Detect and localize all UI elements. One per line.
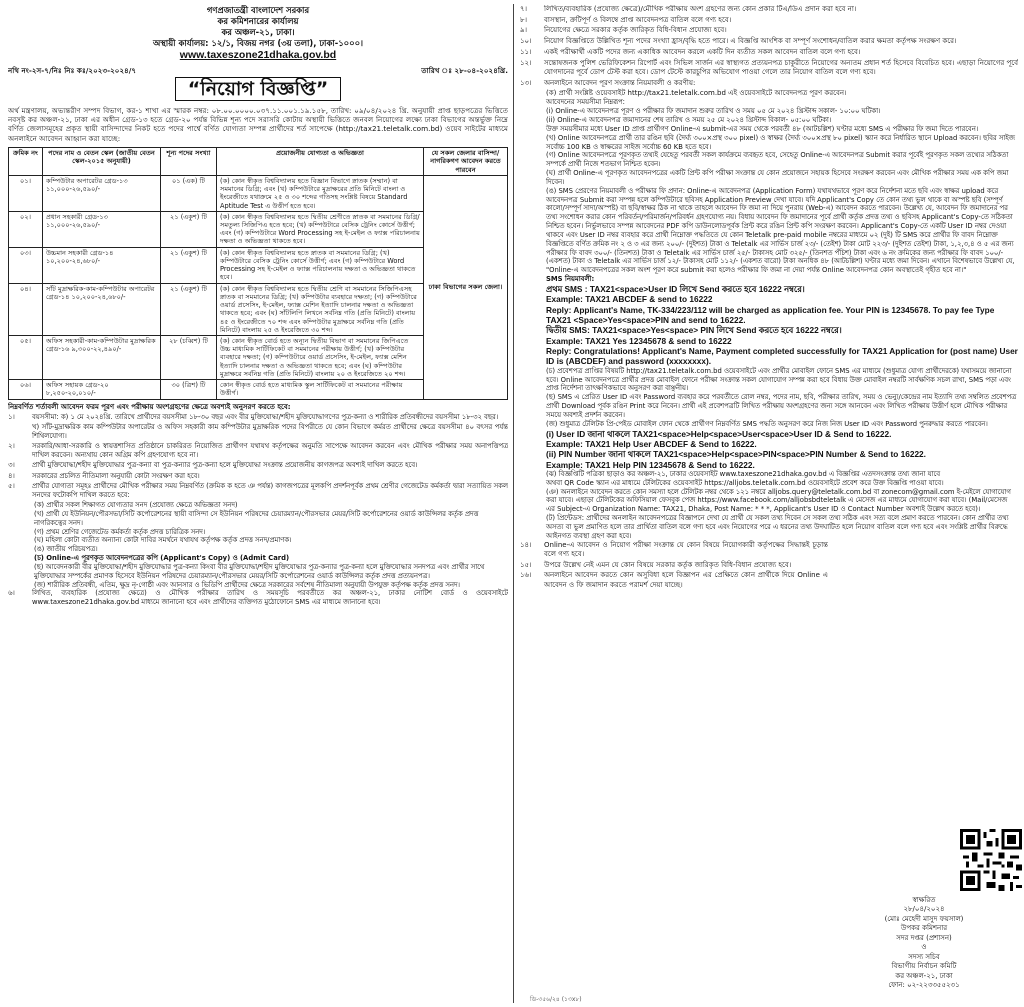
right-column [520, 5, 1018, 1003]
bottom-item: (ঝ) বিজ্ঞপ্তিটি পত্রিকা ছাড়াও কর অঞ্চল-২১, ঢাকার ওয়েবসাইট www.taxeszone21dhaka.gov.bd এ বিজ্ঞপ্তির এতদসংক্রান্ত তথ্য জানা যাবে অথবা QR Code স্ক্যান এর মাধ্যমে টেলিটকের ওয়েবসাইট https://alljobs.teletalk.com.bd ওয়েবসাইটে প্রবেশ করে উক্ত বিজ্ঞপ্তি পাওয়া যাবে। [546, 469, 944, 487]
sms-second-example: Example: TAX21 Yes 12345678 & send to 16222 [546, 335, 732, 346]
cell-qualification: কোন স্বীকৃত বোর্ড হতে মাধ্যমিক স্কুল সার্টিফিকেট বা সমমানের পরীক্ষায় উত্তীর্ণ। [217, 380, 424, 399]
online-item: (ঙ) SMS প্রেরণের নিয়মাবলী ও পরীক্ষার ফি প্রদান: Online-এ আবেদনপত্র (Application Form) যথাযথভাবে পূরণ করে নির্দেশনা মতে ছবি এবং স্বাক্ষর upload করে আবেদনপত্র Submit করা সম্পন্ন হলে কম্পিউটারে ছবিসহ Application Preview দেখা যাবে। যদি Applicant's Copy তে কোন তথ্য ভুল থাকে বা অস্পষ্ট ছবি (সম্পূর্ণ কালো/সম্পূর্ণ সাদা/অস্পষ্ট) বা ছবি/স্বাক্ষর ঠিক না থাকে তাহলে আবেদন ফি জমা না দিয়ে পুনরায় (Web-এ) আবেদন করতে পারবেন। উল্লেখ্য যে, আবেদন ফি জমাদানের পর তথ্য সংশোধন করার কোন পরিবর্তন/পরিমার্জন/পরিবর্ধন গ্রহণযোগ্য নয়। বিধায় আবেদন ফি জমাদানের পূর্বে প্রার্থী কর্তৃক প্রদত্ত তথ্য ও ছবিসহ Applicant's Copy-তে সঠিকতা নিশ্চিত হবেন। নির্ভুলভাবে সম্পন্ন আবেদনের PDF কপি ডাউনলোডপূর্বক প্রিন্ট করে রঙিন প্রিন্ট কপি সংরক্ষণ করবেন। Applicant's Copy-তে একটি User ID নম্বর দেওয়া থাকবে এবং User ID নম্বর ব্যবহার করে প্রার্থী নিম্নোক্ত পদ্ধতিতে যে কোন Teletalk pre-paid mobile নম্বরের মাধ্যমে ০২ (দুই) টি SMS করে প্রার্থীর ফি বাবদ নিম্নোক্ত বিজ্ঞপ্তিতে বর্ণিত ক্রমিক নং ২ ও ৩ এর জন্য ২০০/- (দুইশত) টাকা ও Teletalk এর সার্ভিস চার্জ ২৩/- (তেইশ) টাকা মোট ২২৩/- (দুইশত তেইশ) টাকা, ১,২,৩,৪ ও ৫ এর জন্য পরীক্ষার ফি বাবদ ৩০০/- (তিনশত) টাকা ও Teletalk এর সার্ভিস চার্জ ২৫/- টাকাসহ মোট ৩২৫/- (তিনশত পঁচিশ) টাকা এবং ৬ নং ক্রমিকের জন্য পরীক্ষার ফি বাবদ ১০০/- (একশত) টাকা ও Teletalk এর সার্ভিস চার্জ ১২/- টাকাসহ মোট ১১২/- (একশত বারো) টাকা অনধিক ৪৮ (আটচল্লিশ) ঘণ্টার মধ্যে জমা দিবেন। এখানে বিশেষভাবে উল্লেখ্য যে, "Online-এ আবেদনপত্রের সকল অংশ পূরণ করে submit করা হলেও পরীক্ষার ফি জমা না দেয়া পর্যন্ত Online আবেদনপত্র কোন অবস্থাতেই গৃহীত হবে না।" [546, 186, 1015, 275]
th-serial: ক্রমিক নং [9, 148, 43, 176]
memo-number: নথি নং-২স-৭/নিঃ নিঃ কঃ/২০২৩-২০২৪/৭ [8, 66, 137, 76]
instruction-item: ৭। লিখিত/ব্যবহারিক (প্রযোজ্য ক্ষেত্রে)/মৌখিক পরীক্ষায় অংশ গ্রহণের জন্য কোন প্রকার টিএ/ডিএ প্রদান করা হবে না। [520, 5, 857, 13]
cell-count: ৩০ (ত্রিশ) টি [161, 380, 217, 399]
header-website[interactable]: www.taxeszone21dhaka.gov.bd [179, 48, 337, 61]
condition-item: ৪। সরকারের প্রচলিত নীতিমালা অনুযায়ী কোটা সংরক্ষণ করা হবে। [8, 471, 200, 480]
instructions-list [520, 5, 1018, 88]
final-item: ১৫। উপরে উল্লেখ নেই এমন যে কোন বিষয়ে সরকার কর্তৃক জারিকৃত বিধি-বিধান প্রযোজ্য হবে। [520, 560, 792, 569]
instruction-item: ১১। একই পরীক্ষার্থী একটি পদের জন্য একাধিক আবেদন করলে একটি দিন ব্যতীত সকল আবেদন বাতিল বলে গণ্য হবে। [520, 47, 861, 56]
sms-first-label: প্রথম SMS : TAX21<space>User ID লিখে Send করতে হবে 16222 নম্বরে। [546, 283, 805, 294]
th-count: শূন্য পদের সংখ্যা [161, 148, 217, 176]
documents-list [8, 501, 508, 589]
th-qualification: প্রয়োজনীয় যোগ্যতা ও অভিজ্ঞতা [217, 148, 424, 176]
instruction-item: ১২। সন্তোষজনক পুলিশ ভেরিফিকেশন রিপোর্ট এবং সিভিল সার্জন এর স্বাস্থ্যগত প্রত্যয়নপত্র চাকুরীতে নিয়োগের অন্যতম প্রধান শর্ত হিসেবে বিবেচিত হবে। এছাড়া নিয়োগের পূর্বে যোগদানের পূর্বে ডোপ টেস্ট করা হবে। ডোপ টেস্টে কারচুপির অভিযোগ পাওয়া গেলে তার নিয়োগ বাতিল বলে গণ্য হবে। [520, 58, 1018, 76]
cell-post: সাঁট মুদ্রাক্ষরিক-কাম-কম্পিউটার অপারেটর গ্রেড-১৪ ১০,২০০-২৪,৬৮০/- [43, 283, 161, 335]
left-column [8, 5, 508, 1003]
cell-post: কম্পিউটার অপারেটর গ্রেড-১৩ ১১,০০০-২৬,৫৯০/- [43, 175, 161, 211]
cell-serial: ০২। [9, 211, 43, 247]
instruction-item: ১০। নিয়োগ বিজ্ঞপ্তিতে উল্লিখিত শূন্য পদের সংখ্যা হ্রাস/বৃদ্ধি হতে পারে। এ বিজ্ঞপ্তি আংশিক বা সম্পূর্ণ সংশোধন/বাতিল করার ক্ষমতা কর্তৃপক্ষ সংরক্ষণ করে। [520, 37, 957, 46]
th-post: পদের নাম ও বেতন স্কেল (জাতীয় বেতন স্কেল-২০১৫ অনুযায়ী) [43, 148, 161, 176]
signature-block [834, 896, 1014, 990]
header-line-2: কর কমিশনারের কার্যালয় [217, 15, 299, 26]
schedule-title: আবেদনের সময়সীমা নিম্নরূপ: [546, 98, 625, 107]
recover-user-id-example: Example: TAX21 Help User ABCDEF & Send to 16222. [546, 438, 757, 449]
schedule-item: (i) Online-এ আবেদনপত্র পূরণ ও পরীক্ষার ফি জমাদান শুরুর তারিখ ও সময় ০৫ মে ২০২৪ খ্রিস্টাব্দ সকাল- ১০:০০ ঘটিকা। [546, 107, 881, 116]
signatory-section: সদর দপ্তর (প্রশাসন) [896, 933, 952, 942]
sms-second-label: দ্বিতীয় SMS: TAX21<space>Yes<space> PIN লিখে Send করতে হবে 16222 নম্বরে। [546, 325, 842, 336]
instruction-item: ৮। বাসস্থান, ক্রটিপূর্ণ ও বিলম্বে প্রাপ্ত আবেদনপত্র বাতিল বলে গণ্য হবে। [520, 15, 732, 24]
document-item: (ঙ) জাতীয় পরিচয়পত্র। [34, 545, 98, 554]
condition-item: ৫। প্রার্থীর যোগ্যতা সমূহঃ প্রার্থীদের মৌখিক পরীক্ষার সময় নিম্নবর্ণিত (ক্রমিক ক হতে ঞ পর্যন্ত) কাগজপত্রের মূলকপি প্রদর্শনপূর্বক প্রথম শ্রেণীর গেজেটেড কর্মকর্তা দ্বারা সত্যায়িত সকল সনদের ফটোকপি দাখিল করতে হবে: [8, 481, 508, 499]
schedule-item: (ii) Online-এ আবেদনপত্র জমাদানের শেষ তারিখ ও সময় ২৫ মে ২০২৪ খ্রিস্টাব্দ বিকাল- ০৫:০০ ঘটিকা। [546, 116, 832, 125]
cell-post: উচ্চমান সহকারী গ্রেড-১৪ ১০,২০০-২৪,৬৮০/- [43, 247, 161, 283]
conditions-list-tail [8, 589, 508, 607]
online-item: (খ) Online আবেদনপত্রে প্রার্থী তার রঙিন ছবি (দৈর্ঘ্য ৩০০×প্রস্থ ৩০০ pixel) ও স্বাক্ষর (দৈর্ঘ্য ৩০০×প্রস্থ ৮০ pixel) স্ক্যান করে নির্ধারিত স্থানে Upload করবেন। ছবির সাইজ সর্বোচ্চ 100 KB ও স্বাক্ষরের সাইজ সর্বোচ্চ 60 KB হতে হবে। [546, 133, 1015, 151]
conditions-title: নিম্নবর্ণিত শর্তাবলী আবেদন ফরম পূরণ এবং পরীক্ষায় অংশগ্রহণের ক্ষেত্রে অবশ্যই অনুসরণ করতে হবে: [8, 402, 291, 411]
sms-first-example: Example: TAX21 ABCDEF & send to 16222 [546, 294, 713, 305]
office-header [8, 5, 508, 62]
final-list [520, 541, 1018, 590]
cell-serial: ০১। [9, 175, 43, 211]
table-row [9, 175, 508, 211]
notice-title [8, 77, 508, 101]
cell-serial: ০৬। [9, 380, 43, 399]
signatory-phone: ফোন: ০২-২২৩৩৫৫২৩১ [888, 980, 960, 989]
recover-pin-example: Example: TAX21 Help PIN 12345678 & Send to 16222. [546, 459, 755, 470]
memo-row [8, 66, 508, 75]
condition-item: ৩। প্রার্থী মুক্তিযোদ্ধা/শহীদ মুক্তিযোদ্ধার পুত্র-কন্যা বা পুত্র-কন্যার পুত্র-কন্যা হলে মুক্তিযোদ্ধা সংক্রান্ত প্রয়োজনীয় কাগজপত্র অবশ্যই দাখিল করতে হবে। [8, 461, 418, 470]
cell-district: ঢাকা বিভাগের সকল জেলা। [424, 175, 508, 399]
cell-qualification: (ক) কোন স্বীকৃত বোর্ড হতে অন্যূন দ্বিতীয় বিভাগ বা সমমানের জিপিএতে উচ্চ মাধ্যমিক সার্টিফিকেট বা সমমানের পরীক্ষায় উত্তীর্ণ; (খ) কম্পিউটার ব্যবহারে দক্ষতা; (গ) কম্পিউটারে ওয়ার্ড প্রসেসিং, ই-মেইল, ফ্যাক্স মেশিন ইত্যাদি চালনার দক্ষতা ও অভিজ্ঞতা থাকতে হবে; এবং (ঘ) কম্পিউটার মুদ্রাক্ষরে সর্বনিম্ন গতি (প্রতি মিনিটে) বাংলায় ২০ ও ইংরেজিতে ২০ শব্দ। [217, 336, 424, 380]
online-item: (গ) Online আবেদনপত্রে পূরণকৃত তথ্যই যেহেতু পরবর্তী সকল কার্যক্রমে ব্যবহৃত হবে, সেহেতু Online-এ আবেদনপত্র Submit করার পূর্বেই পূরণকৃত সকল তথ্যের সঠিকতা সম্পর্কে প্রার্থী নিজে শতভাগ নিশ্চিত হবেন। [546, 151, 1009, 169]
cell-count: ২৮ (চব্বিশ) টি [161, 336, 217, 380]
condition-item: ১। বয়সসীমা: ক) ১ মে ২০২৪খ্রি. তারিখে প্রার্থীদের বয়সসীমা ১৮-৩০ বছর এবং বীর মুক্তিযোদ্ধা/শহীদ মুক্তিযোদ্ধাগণের পুত্র-কন্যা ও শারীরিক প্রতিবন্ধীদের বয়সসীমা ১৮-৩২ বছর। [8, 412, 499, 421]
document-item: (ঘ) মহিলা কোটা ব্যতীত অন্যান্য কোটা দাবির সমর্থনে যথাযথ কর্তৃপক্ষ কর্তৃক প্রদত্ত সনদ/প্রমাণক। [34, 536, 292, 545]
memo-date: তারিখ ঃ ২৮-০৪-২০২৪খ্রি. [421, 66, 508, 76]
final-item: ১৬। অনলাইনে আবেদন করতে কোন অসুবিধা হলে বিজ্ঞাপন এর প্রেক্ষিতে কোন প্রার্থীকে দিয়ে Online এ আবেদন ও ফি জমাদান করতে পরামর্শ দেয়া যাচ্ছে। [520, 571, 828, 589]
sms-rules-title: SMS নিয়মাবলী: [546, 275, 595, 284]
bottom-item: (ট) প্রিন্টেডস: প্রার্থীদের অনলাইন আবেদনপত্রের বিজ্ঞাপনে দেখা যে প্রার্থী যে সকল তথ্য দিবেন সে সকল তথ্য সঠিক এবং সত্য বলে প্রমাণ করতে পারবেন। কোন প্রার্থীর তথ্য অসত্য বা ভুল প্রমাণিত হলে তার প্রার্থিতা বাতিল বলে গণ্য হবে এবং নিয়োগের পরে এ ধরনের তথ্য উদঘাটিত হলে নিয়োগ বাতিল বলে গণ্য হবে এবং সংশ্লিষ্ট প্রার্থীর বিরুদ্ধে আইনগত ব্যবস্থা গ্রহণ করা হবে। [546, 514, 1009, 540]
recover-pin: (ii) PIN Number জানা থাকলে TAX21<space>Help<space>PIN<space>PIN Number & Send to 16222. [546, 449, 926, 460]
online-link-line[interactable]: (ক) প্রার্থী সংশ্লিষ্ট ওয়েবসাইট http://tax21.teletalk.com.bd এই ওয়েবসাইটে আবেদনপত্র পূরণ করবেন। [546, 89, 847, 98]
signatory-role-1: সদস্য সচিব [908, 952, 940, 961]
final-item: ১৪। Online-এ আবেদন ও নিয়োগ পরীক্ষা সংক্রান্ত যে কোন বিষয়ে নিয়োগকারী কর্তৃপক্ষের সিদ্ধান্তই চূড়ান্ত বলে গণ্য হবে। [520, 540, 828, 558]
header-line-1: গণপ্রজাতন্ত্রী বাংলাদেশ সরকার [206, 5, 310, 15]
condition-item: ৬। লিখিত, ব্যবহারিক (প্রযোজ্য ক্ষেত্রে) ও মৌখিক পরীক্ষার তারিখ ও সময়সূচি পরবর্তীতে কর অঞ্চল-২১, ঢাকার নোটিশ বোর্ড ও ওয়েবসাইটে www.taxeszone21dhaka.gov.bd মাধ্যমে জানানো হবে এবং প্রার্থীদের ব্যক্তিগত মুঠোফোনে SMS এর মাধ্যমে জানানো হবে। [8, 589, 508, 607]
signatory-designation: উপকর কমিশনার [900, 924, 948, 933]
after-sms-item: (চ) প্রবেশপত্র প্রাপ্তির বিষয়টি http://tax21.teletalk.com.bd ওয়েবসাইটে এবং প্রার্থীর মোবাইল ফোনে SMS এর মাধ্যমে (শুধুমাত্র যোগ্য প্রার্থীদেরকে) যথাসময়ে জানানো হবে। Online আবেদনপত্রে প্রার্থীর প্রদত্ত মোবাইল ফোনে পরীক্ষা সংক্রান্ত সকল যোগাযোগ সম্পন্ন করা হবে বিধায় উক্ত মোবাইল নম্বরটি সার্বক্ষণিক সচল রাখা, SMS পড়া এবং প্রাপ্ত নির্দেশনা তাৎক্ষণিকভাবে অনুসরণ করা বাঞ্ছনীয়। [546, 366, 1012, 393]
cell-qualification: (ক) কোন স্বীকৃত বিশ্ববিদ্যালয় হতে বিজ্ঞান বিভাগে স্নাতক (সম্মান) বা সমমানের ডিগ্রি; এবং (খ) কম্পিউটারে মুদ্রাক্ষরের প্রতি মিনিটে বাংলা ও ইংরেজীতে যথাক্রমে ২৫ ও ৩০ শব্দের গতিসহ সংশ্লিষ্ট বিষয়ে Standard Aptitude Test এ উত্তীর্ণ হতে হবে। [217, 175, 424, 211]
qr-code-icon[interactable] [960, 829, 1022, 891]
sms-second-reply: Reply: Congratulations! Applicant's Name, Payment completed successfully for TAX21 Application for (post name) User ID is (ABCDEF) and password (xxxxxxxx). [546, 346, 1018, 367]
document-item: (গ) প্রথম শ্রেণির গেজেটেড কর্মকর্তা কর্তৃক প্রদত্ত চারিত্রিক সনদ। [34, 527, 206, 536]
online-item: (ঘ) প্রার্থী Online-এ পূরণকৃত আবেদনপত্রের একটি প্রিন্ট কপি পরীক্ষা সংক্রান্ত যে কোন প্রয়োজনে সহায়ক হিসেবে সংরক্ষণ করবেন এবং মৌখিক পরীক্ষার সময় এক কপি জমা দিবেন। [546, 169, 1009, 186]
cell-count: ২১ (একুশ) টি [161, 211, 217, 247]
vacancy-table [8, 147, 508, 400]
cell-serial: ০৪। [9, 283, 43, 335]
signature-date: ২৮/০৪/২০২৪ [903, 905, 945, 914]
condition-item: খ) সাঁট-মুদ্রাক্ষরিক কাম কম্পিউটার অপারেটর ও অফিস সহকারী কাম কম্পিউটার মুদ্রাক্ষরিক পদের বিপরীতে যে কোন বিভাগে কর্মরত প্রার্থীদের ক্ষেত্রে বয়সসীমা ৪০ বৎসর পর্যন্ত শিথিলযোগ্য। [32, 422, 508, 440]
conditions-list [8, 413, 508, 500]
signatory-name: (মোঃ মেহেদী মাসুদ ফয়সাল) [884, 914, 964, 923]
footer-code: ডি-৩৫৬/২৪ (১৩x৮) [530, 996, 582, 1004]
bottom-item: (ঞ) অনলাইনে আবেদন করতে কোন সমস্যা হলে টেলিটক নম্বর থেকে ১২১ নম্বরে alljobs.query@teletalk.com.bd বা zonecom@gmail.com ই-মেইলে যোগাযোগ করা যাবে। এছাড়া টেলিটকের অফিসিয়াল ফেসবুক পেজ https://www.facebook.com/alljobsbdteletalk এ মেসেজ এর মাধ্যমে যোগাযোগ করা যাবে। (Mail/মেসেজ এর Subject-এ Organization Name: TAX21, Dhaka, Post Name: * * *, Applicant's User ID ও Contact Number অবশ্যই উল্লেখ করতে হবে)। [546, 487, 1011, 514]
cell-serial: ০৫। [9, 336, 43, 380]
header-line-4: অস্থায়ী কার্যালয়: ১২/১, বিজয় নগর (৩য় তলা), ঢাকা-১০০০। [152, 37, 364, 48]
cell-count: ২১ (একুশ) টি [161, 283, 217, 335]
schedule-item: উক্ত সময়সীমার মধ্যে User ID প্রাপ্ত প্রার্থীগণ Online-এ submit-এর সময় থেকে পরবর্তী ৪৮ (আটচল্লিশ) ঘণ্টার মধ্যে SMS এ পরীক্ষার ফি জমা দিতে পারবেন। [546, 124, 979, 133]
intro-paragraph: অর্থ মন্ত্রণালয়, অভ্যন্তরীণ সম্পদ বিভাগ, কর-১ শাখা এর স্মারক নম্বর: ০৮.০০.০০০০.০৩৭.১১.০০১.১৯.১৫৮, তারিখ: ০৯/০৪/২০২৪ খ্রি. অনুযায়ী প্রাপ্ত ছাড়পত্রের ভিত্তিতে নবসৃষ্ট কর অঞ্চল-২১, ঢাকা এর অধীন গ্রেড-১৩ হতে গ্রেড-২০ পর্যন্ত বিভিন্ন শূন্য পদে সরাসরি কোটায় অস্থায়ী ভিত্তিতে জনবল নিয়োগের লক্ষ্যে ঢাকা বিভাগের অন্তর্ভুক্ত নিম্নে বর্ণিত জেলাসমূহের প্রকৃত স্থায়ী বাসিন্দাদের নিকট হতে পদের পার্শ্বে বর্ণিত যোগ্যতা সম্পন্ন প্রার্থীদের শর্ত সাপেক্ষে (http://tax21.teletalk.com.bd) ওয়েব সাইটের মাধ্যমে অনলাইনে আবেদন আহ্বান করা যাচ্ছে: [8, 105, 508, 143]
cell-post: অফিস সহকারী-কাম-কম্পিউটার মুদ্রাক্ষরিক গ্রেড-১৬ ৯,৩০০-২২,৪৯০/- [43, 336, 161, 380]
cell-count: ০১ (এক) টি [161, 175, 217, 211]
document-item: (চ) Online-এ পূরণকৃত আবেদনপত্রের কপি (Applicant's Copy) ও (Admit Card) [34, 554, 290, 563]
cell-post: প্রধান সহকারী গ্রেড-১৩ ১১,০০০-২৬,৫৯০/- [43, 211, 161, 247]
table-header-row [9, 148, 508, 176]
cell-post: অফিস সহায়ক গ্রেড-২০ ৮,২৫০-২০,০১০/- [43, 380, 161, 399]
cell-qualification: (ক) কোন স্বীকৃত বিশ্ববিদ্যালয় হতে দ্বিতীয় শ্রেণি বা সমমানের সিজিপিএসহ স্নাতক বা সমমানের ডিগ্রি; (খ) কম্পিউটার ব্যবহারে দক্ষতা; (গ) কম্পিউটারে ওয়ার্ড প্রসেসিং, ই-মেইল, ফ্যাক্স মেশিন ইত্যাদি চালনার দক্ষতা ও অভিজ্ঞতা থাকতে হবে; এবং (ঘ) সাঁটলিপি লিখনে সর্বনিম্ন গতি (প্রতি মিনিটে) বাংলায় ৪৫ ও ইংরেজীতে ৭০ শব্দ এবং কম্পিউটার মুদ্রাক্ষরে সর্বনিম্ন গতি (প্রতি মিনিটে) বাংলায় ২৫ ও ইংরেজিতে ৩০ শব্দ। [217, 283, 424, 335]
signature-mark: স্বাক্ষরিত [912, 896, 936, 904]
instruction-item: ৯। নিয়োগের ক্ষেত্রে সরকার কর্তৃক জারিকৃত বিধি-বিধান প্রযোজ্য হবে। [520, 26, 727, 35]
cell-count: ২১ (একুশ) টি [161, 247, 217, 283]
document-item: (ছ) আবেদনকারী বীর মুক্তিযোদ্ধা/শহীদ মুক্তিযোদ্ধার পুত্র-কন্যা কিংবা বীর মুক্তিযোদ্ধা/শহীদ মুক্তিযোদ্ধার পুত্র-কন্যার পুত্র-কন্যা হলে মুক্তিযোদ্ধার সনদপত্র এবং প্রার্থীর সাথে মুক্তিযোদ্ধার সম্পর্কের প্রমাণক হিসেবে ইউনিয়ন পরিষদের চেয়ারম্যান/পৌরসভার মেয়র/সিটি কর্পোরেশনের ওয়ার্ড কাউন্সিলর কর্তৃক প্রদত্ত প্রত্যয়নপত্র। [34, 562, 485, 580]
online-instructions [520, 89, 1018, 540]
column-divider [513, 4, 514, 1003]
cell-qualification: (ক) কোন স্বীকৃত বিশ্ববিদ্যালয় হতে স্নাতক বা সমমানের ডিগ্রি; (খ) কম্পিউটারে বেসিক ট্রেনিং কোর্সে উত্তীর্ণ; এবং (গ) কম্পিউটারে Word Processing সহ ই-মেইল ও ফ্যাক্স পরিচালনায় দক্ষতা ও অভিজ্ঞতা থাকতে হবে। [217, 247, 424, 283]
sms-first-reply: Reply: Applicant's Name, TK-334/223/112 will be charged as application fee. Your PIN is 12345678. To pay fee Type TAX21 <Space>Yes<space>PIN and send to 16222. [546, 304, 995, 325]
th-district: যে সকল জেলার বাসিন্দা/নাগরিকগণ আবেদন করতে পারবেন [424, 148, 508, 176]
after-sms-item: (ছ) SMS এ প্রেরিত User ID এবং Password ব্যবহার করে পরবর্তীতে রোল নম্বর, পদের নাম, ছবি, পরীক্ষার তারিখ, সময় ও ভেন্যু/কেন্দ্রের নাম ইত্যাদি তথ্য সম্বলিত প্রবেশপত্র প্রার্থী Download পূর্বক রঙিন Print করে নিবেন। প্রার্থী এই প্রবেশপত্রটি লিখিত পরীক্ষায় অংশগ্রহণের জন্য সঙ্গে আনবেন এবং লিখিত পরীক্ষায় উত্তীর্ণ হলে মৌখিক পরীক্ষার সময়ে অবশ্যই প্রদর্শন করবেন। [546, 393, 1017, 419]
after-sms-item: (জ) শুধুমাত্র টেলিটক প্রি-পেইড মোবাইল ফোন থেকে প্রার্থীগণ নিম্নবর্ণিত SMS পদ্ধতি অনুসরণ করে নিজ নিজ User ID এবং Password পুনরুদ্ধার করতে পারবেন। [546, 419, 988, 428]
document-item: (জ) শারীরিক প্রতিবন্ধী, এতিম, ক্ষুদ্র নৃ-গোষ্ঠী এবং আনসার ও ভিডিপি প্রার্থীদের ক্ষেত্রে সরকারের সর্বশেষ নীতিমালা অনুযায়ী উপযুক্ত কর্তৃপক্ষ কর্তৃক প্রদত্ত সনদ। [34, 580, 460, 589]
signatory-role-2: বিভাগীয় নির্বাচন কমিটি [891, 962, 957, 971]
document-item: (খ) প্রার্থী যে ইউনিয়ন/পৌরসভা/সিটি কর্পোরেশনের স্থায়ী বাসিন্দা সে ইউনিয়ন পরিষদের চেয়ারম্যান/পৌরসভার মেয়র/সিটি কর্পোরেশনের ওয়ার্ড কাউন্সিলর কর্তৃক প্রদত্ত নাগরিকত্বের সনদ। [34, 509, 479, 527]
condition-item: ২। সরকারি/আধা-সরকারি ও স্বায়ত্তশাসিত প্রতিষ্ঠানে চাকরিরত নিয়োজিত প্রার্থীগণ যথাযথ কর্তৃপক্ষের অনুমতি সাপেক্ষে আবেদন করবেন এবং মৌখিক পরীক্ষার সময় অনাপত্তিপত্র দাখিল করবেন। অন্যথায় কোন অগ্রিম কপি গ্রহণযোগ্য হবে না। [8, 442, 508, 459]
notice-title-text: “নিয়োগ বিজ্ঞপ্তি” [175, 77, 341, 101]
signatory-office: কর অঞ্চল-২১, ঢাকা [895, 971, 953, 980]
instruction-item: ১৩। অনলাইনে আবেদন পূরণ সংক্রান্ত নিয়মাবলী ও করণীয়: [520, 78, 696, 87]
cell-serial: ০৩। [9, 247, 43, 283]
recover-user-id: (i) User ID জানা থাকলে TAX21<space>Help<space>User<space>User ID & Send to 16222. [546, 428, 892, 439]
signatory-and: ও [921, 943, 927, 952]
cell-qualification: (ক) কোন স্বীকৃত বিশ্ববিদ্যালয় হতে দ্বিতীয় শ্রেণীতে স্নাতক বা সমমানের ডিগ্রি/সমতুল্য সিজিপিএ হতে হবে; (খ) কম্পিউটারে বেসিক ট্রেনিং কোর্সে উত্তীর্ণ; এবং (গ) কম্পিউটারে Word Processing সহ ই-মেইল ও ফ্যাক্স পরিচালনায় দক্ষতা ও অভিজ্ঞতা থাকতে হবে। [217, 211, 424, 247]
document-item: (ক) প্রার্থীর সকল শিক্ষাগত যোগ্যতার সনদ (প্রযোজ্য ক্ষেত্রে অভিজ্ঞতা সনদ) [34, 501, 238, 510]
header-line-3: কর অঞ্চল-২১, ঢাকা। [221, 26, 295, 37]
